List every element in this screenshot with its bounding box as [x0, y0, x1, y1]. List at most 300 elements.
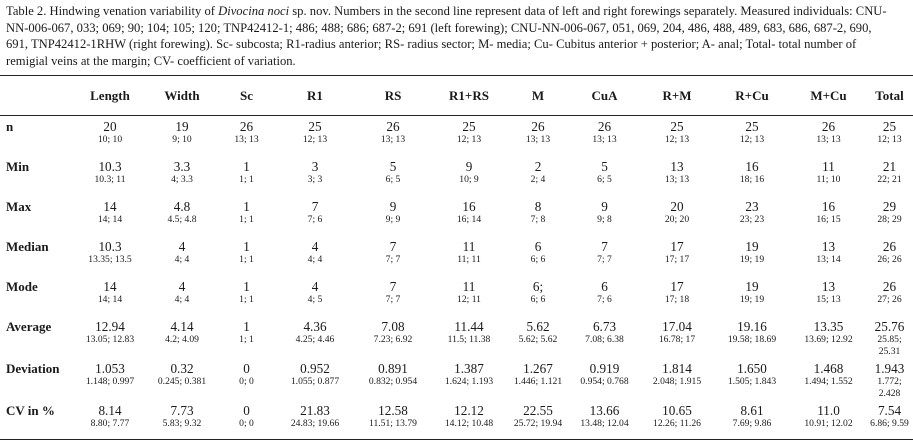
cell-left-right: 4; 4 — [174, 253, 190, 265]
cell-value: 11.0 — [817, 402, 840, 418]
cell-value: 1 — [243, 158, 250, 174]
table-cell — [274, 196, 356, 236]
cell-value: 13 — [821, 278, 836, 294]
table-cell — [356, 358, 430, 400]
cell-value: 17 — [670, 238, 684, 254]
cell-left-right: 9; 9 — [385, 213, 401, 225]
table-cell — [508, 400, 568, 440]
cell-value: 2 — [534, 158, 542, 174]
cell-value: 3 — [311, 158, 319, 174]
table-row — [0, 276, 913, 316]
cell-value: 20 — [670, 198, 684, 214]
cell-value: 23 — [745, 198, 759, 214]
cell-value: 25.76 — [874, 318, 905, 334]
cell-value: 7 — [389, 238, 397, 254]
cell-left-right: 17; 17 — [664, 253, 690, 265]
table-cell — [430, 116, 508, 156]
cell-value: 19 — [745, 278, 759, 294]
cell-left-right: 12.26; 11.26 — [653, 417, 701, 429]
cell-value: 11 — [462, 278, 476, 294]
cell-value: 16 — [462, 198, 476, 214]
table-cell — [713, 196, 791, 236]
cell-left-right: 1.505; 1.843 — [727, 375, 777, 387]
cell-left-right: 15; 13 — [816, 293, 841, 305]
table-cell — [568, 358, 641, 400]
table-cell — [75, 236, 145, 276]
cell-value: 0.919 — [589, 360, 620, 376]
cell-left-right: 12; 13 — [456, 134, 482, 145]
table-cell — [219, 156, 274, 196]
cell-value: 26 — [882, 238, 897, 254]
cell-left-right: 6; 5 — [597, 173, 612, 185]
row-label: n — [6, 119, 14, 134]
table-cell — [568, 276, 641, 316]
column-header: CuA — [568, 76, 641, 116]
table-cell — [356, 196, 430, 236]
cell-left-right: 13.48; 12.04 — [580, 417, 629, 429]
cell-left-right: 12; 11 — [457, 293, 481, 305]
cell-left-right: 10.3; 11 — [94, 173, 126, 185]
venation-table — [0, 75, 913, 440]
cell-left-right: 7; 6 — [307, 213, 323, 225]
cell-left-right: 10; 10 — [97, 134, 123, 145]
cell-left-right: 13; 13 — [816, 134, 841, 145]
cell-value: 9 — [389, 198, 397, 214]
cell-value: 16 — [821, 198, 836, 214]
cell-left-right: 11.5; 11.38 — [447, 333, 491, 345]
table-caption — [6, 3, 888, 69]
cell-left-right: 12; 13 — [664, 134, 690, 145]
table-cell — [274, 400, 356, 440]
cell-left-right: 7; 7 — [597, 253, 612, 265]
cell-left-right: 1; 1 — [239, 333, 254, 345]
table-cell — [75, 276, 145, 316]
cell-left-right: 7; 6 — [597, 293, 612, 305]
table-cell — [568, 316, 641, 358]
table-row — [0, 400, 913, 440]
cell-left-right: 28; 29 — [877, 213, 902, 225]
table-cell — [568, 156, 641, 196]
cell-left-right: 1.148; 0.997 — [85, 375, 135, 387]
table-cell — [430, 156, 508, 196]
caption-text-start: Table 2. Hindwing venation variability of — [6, 4, 219, 18]
cell-left-right: 14.12; 10.48 — [444, 417, 494, 429]
cell-value: 13.35 — [813, 318, 844, 334]
table-cell — [866, 316, 913, 358]
cell-value: 1 — [243, 318, 250, 334]
cell-value: 8.61 — [740, 402, 764, 418]
cell-left-right: 7; 7 — [385, 253, 401, 265]
cell-left-right: 0.832; 0.954 — [368, 375, 418, 387]
cell-left-right: 4; 5 — [307, 293, 323, 305]
cell-left-right: 4; 4 — [307, 253, 323, 265]
cell-left-right: 24.83; 19.66 — [290, 417, 340, 429]
cell-left-right: 22; 21 — [877, 173, 902, 185]
cell-left-right: 1.494; 1.552 — [804, 375, 853, 387]
table-row — [0, 316, 913, 358]
cell-left-right: 7.23; 6.92 — [373, 333, 413, 345]
cell-left-right: 4.25; 4.46 — [295, 333, 335, 345]
table-cell — [866, 116, 913, 156]
table-cell — [219, 400, 274, 440]
table-cell — [75, 358, 145, 400]
cell-left-right: 20; 20 — [664, 213, 690, 225]
cell-value: 25 — [670, 119, 684, 134]
cell-value: 29 — [882, 198, 897, 214]
cell-value: 1.814 — [662, 360, 692, 376]
cell-left-right: 16; 14 — [456, 213, 482, 225]
table-cell — [508, 116, 568, 156]
cell-left-right: 11; 10 — [816, 173, 841, 185]
table-cell — [75, 196, 145, 236]
cell-left-right: 4.5; 4.8 — [167, 213, 197, 225]
table-row — [0, 196, 913, 236]
cell-value: 1 — [243, 238, 250, 254]
table-cell — [713, 358, 791, 400]
table-cell — [568, 116, 641, 156]
column-header: Length — [75, 76, 145, 116]
table-cell — [866, 358, 913, 400]
table-cell — [75, 316, 145, 358]
row-label: Max — [6, 198, 32, 214]
table-cell — [508, 236, 568, 276]
cell-value: 7 — [389, 278, 397, 294]
cell-value: 0 — [243, 402, 250, 418]
cell-value: 12.94 — [95, 318, 125, 334]
cell-value: 25 — [745, 119, 759, 134]
cell-value: 21 — [882, 158, 897, 174]
cell-value: 25 — [882, 119, 897, 134]
cell-left-right: 16.78; 17 — [658, 333, 696, 345]
cell-value: 7.08 — [381, 318, 405, 334]
cell-value: 26 — [882, 278, 897, 294]
cell-value: 12.12 — [454, 402, 484, 418]
table-cell — [866, 196, 913, 236]
table-cell — [866, 400, 913, 440]
cell-value: 5.62 — [526, 318, 550, 334]
table-cell — [508, 276, 568, 316]
table-cell — [356, 116, 430, 156]
cell-left-right: 1.772; 2.428 — [877, 375, 902, 399]
table-cell — [356, 316, 430, 358]
cell-value: 11 — [462, 238, 476, 254]
cell-left-right: 7; 7 — [385, 293, 401, 305]
table-cell — [356, 400, 430, 440]
header-row — [0, 76, 913, 116]
cell-left-right: 11.51; 13.79 — [369, 417, 417, 429]
table-cell — [274, 316, 356, 358]
cell-left-right: 5.83; 9.32 — [162, 417, 202, 429]
cell-value: 4.8 — [173, 198, 191, 214]
cell-left-right: 14; 14 — [97, 293, 123, 305]
cell-left-right: 7.08; 6.38 — [585, 333, 624, 345]
cell-value: 9 — [465, 158, 473, 174]
row-label: Median — [6, 238, 49, 254]
cell-left-right: 13; 13 — [664, 173, 690, 185]
cell-left-right: 4; 4 — [174, 293, 190, 305]
cell-value: 7.73 — [170, 402, 194, 418]
table-row — [0, 358, 913, 400]
cell-left-right: 5.62; 5.62 — [518, 333, 558, 345]
cell-left-right: 23; 23 — [739, 213, 765, 225]
column-header: Total — [866, 76, 913, 116]
table-cell — [430, 276, 508, 316]
cell-left-right: 4; 3.3 — [171, 173, 193, 185]
table-cell — [356, 276, 430, 316]
column-header: R1 — [274, 76, 356, 116]
table-cell — [219, 358, 274, 400]
table-cell — [274, 358, 356, 400]
cell-value: 1.053 — [95, 360, 125, 376]
cell-left-right: 19; 19 — [739, 253, 765, 265]
cell-value: 0 — [243, 360, 250, 376]
cell-value: 13 — [821, 238, 836, 254]
cell-left-right: 1; 1 — [239, 173, 254, 185]
cell-value: 17.04 — [662, 318, 692, 334]
table-cell — [713, 276, 791, 316]
cell-value: 26 — [597, 119, 612, 134]
table-cell — [866, 156, 913, 196]
cell-value: 19 — [745, 238, 759, 254]
cell-value: 7 — [601, 238, 608, 254]
cell-left-right: 25.85; 25.31 — [877, 333, 902, 357]
table-cell — [75, 116, 145, 156]
cell-value: 19 — [175, 119, 189, 134]
cell-left-right: 25.72; 19.94 — [513, 417, 563, 429]
table-cell — [508, 196, 568, 236]
cell-value: 17 — [670, 278, 684, 294]
table-cell — [791, 358, 866, 400]
cell-left-right: 17; 18 — [664, 293, 690, 305]
table-cell — [274, 236, 356, 276]
cell-value: 20 — [103, 119, 117, 134]
row-label: Average — [6, 318, 52, 334]
table-cell — [508, 156, 568, 196]
cell-left-right: 1; 1 — [239, 253, 254, 265]
cell-value: 22.55 — [523, 402, 553, 418]
table-cell — [219, 116, 274, 156]
table-cell — [641, 358, 713, 400]
cell-left-right: 13.35; 13.5 — [88, 253, 132, 265]
table-cell — [713, 116, 791, 156]
column-header: R1+RS — [430, 76, 508, 116]
cell-value: 26 — [386, 119, 400, 134]
cell-left-right: 6; 5 — [385, 173, 401, 185]
cell-value: 0.32 — [170, 360, 194, 376]
cell-left-right: 26; 26 — [877, 253, 902, 265]
cell-value: 9 — [601, 198, 608, 214]
table-cell — [356, 236, 430, 276]
table-cell — [791, 276, 866, 316]
column-header: RS — [356, 76, 430, 116]
table-cell — [430, 400, 508, 440]
column-header: Sc — [219, 76, 274, 116]
table-cell — [641, 116, 713, 156]
table-cell — [145, 236, 219, 276]
cell-left-right: 0.245; 0.381 — [157, 375, 207, 387]
table-cell — [568, 196, 641, 236]
table-cell — [274, 276, 356, 316]
species-name: Divocina noci — [218, 4, 290, 18]
table-cell — [145, 358, 219, 400]
table-cell — [430, 316, 508, 358]
table-cell — [791, 196, 866, 236]
cell-value: 6; — [532, 278, 544, 294]
cell-value: 12.58 — [378, 402, 408, 418]
column-header: R+Cu — [713, 76, 791, 116]
cell-value: 25 — [462, 119, 476, 134]
cell-left-right: 4.2; 4.09 — [165, 333, 199, 345]
cell-value: 11.44 — [454, 318, 484, 334]
cell-left-right: 14; 14 — [97, 213, 123, 225]
cell-value: 1.267 — [523, 360, 553, 376]
cell-value: 13.66 — [589, 402, 620, 418]
column-header: R+M — [641, 76, 713, 116]
cell-left-right: 13; 13 — [234, 134, 259, 145]
caption-text-rest: sp. nov. Numbers in the second line represent data of left and right forewings separately. Measured individuals: CNU-NN-006-067, 033; 069; 90; 104; 105; 120; TNP42412-1; 486; 488; 686; 687-2; 691 (left forewing); CNU-NN-006-067, 051, 069, 204, 486, 488, 489, 683, 686, 687-2, 690, 691, TNP42412-1RHW (right forewing). Sc- subcosta; R1-radius anterior; RS- radius sector; M- media; Cu- Cubitus anterior + posterior; A- anal; Total- total number of remigial veins at the margin; CV- coefficient of variation. — [6, 4, 887, 68]
table-cell — [866, 236, 913, 276]
row-label: Min — [6, 158, 30, 174]
table-cell — [791, 116, 866, 156]
cell-value: 10.3 — [98, 238, 122, 254]
cell-value: 1 — [243, 198, 250, 214]
table-cell — [219, 276, 274, 316]
cell-value: 25 — [308, 119, 322, 134]
cell-value: 14 — [103, 198, 117, 214]
cell-left-right: 0; 0 — [239, 417, 254, 429]
cell-value: 19.16 — [737, 318, 767, 334]
column-header: Width — [145, 76, 219, 116]
cell-value: 7 — [311, 198, 319, 214]
cell-left-right: 0; 0 — [239, 375, 254, 387]
table-cell — [791, 316, 866, 358]
cell-value: 4 — [178, 278, 186, 294]
table-cell — [791, 400, 866, 440]
cell-value: 14 — [103, 278, 117, 294]
cell-left-right: 12; 13 — [877, 134, 902, 145]
table-cell — [145, 276, 219, 316]
table-row — [0, 156, 913, 196]
cell-value: 3.3 — [173, 158, 191, 174]
cell-value: 26 — [821, 119, 836, 134]
cell-left-right: 10.91; 12.02 — [804, 417, 853, 429]
cell-left-right: 27; 26 — [877, 293, 902, 305]
cell-value: 1.468 — [813, 360, 844, 376]
table-cell — [713, 316, 791, 358]
cell-left-right: 1; 1 — [239, 293, 254, 305]
cell-value: 4 — [311, 238, 319, 254]
cell-left-right: 9; 10 — [172, 134, 192, 145]
cell-left-right: 3; 3 — [307, 173, 323, 185]
table-cell — [145, 116, 219, 156]
cell-left-right: 13; 13 — [380, 134, 406, 145]
cell-left-right: 0.954; 0.768 — [580, 375, 629, 387]
table-cell — [145, 156, 219, 196]
cell-value: 13 — [670, 158, 684, 174]
table-cell — [641, 196, 713, 236]
cell-value: 10.3 — [98, 158, 122, 174]
cell-value: 8.14 — [98, 402, 122, 418]
table-cell — [508, 316, 568, 358]
table-cell — [145, 196, 219, 236]
cell-left-right: 13.69; 12.92 — [804, 333, 853, 345]
cell-left-right: 12; 13 — [739, 134, 765, 145]
cell-value: 11 — [822, 158, 835, 174]
cell-value: 0.952 — [300, 360, 330, 376]
cell-left-right: 7.69; 9.86 — [732, 417, 772, 429]
cell-value: 10.65 — [662, 402, 692, 418]
table-cell — [713, 236, 791, 276]
cell-value: 4 — [178, 238, 186, 254]
table-cell — [866, 276, 913, 316]
cell-value: 26 — [531, 119, 545, 134]
cell-left-right: 1; 1 — [239, 213, 254, 225]
cell-left-right: 16; 15 — [816, 213, 841, 225]
cell-value: 5 — [601, 158, 608, 174]
table-cell — [274, 156, 356, 196]
cell-value: 4.36 — [303, 318, 327, 334]
table-cell — [508, 358, 568, 400]
header-blank — [0, 76, 75, 116]
cell-value: 4.14 — [170, 318, 194, 334]
table-cell — [791, 156, 866, 196]
cell-left-right: 18; 16 — [739, 173, 765, 185]
table-cell — [219, 316, 274, 358]
cell-left-right: 9; 8 — [597, 213, 612, 225]
cell-left-right: 6.86; 9.59 — [870, 417, 909, 429]
column-header: M — [508, 76, 568, 116]
row-label: CV in % — [0, 400, 75, 440]
table-cell — [568, 236, 641, 276]
cell-left-right: 2; 4 — [530, 173, 546, 185]
cell-value: 8 — [534, 198, 542, 214]
cell-left-right: 19; 19 — [739, 293, 765, 305]
row-label: Deviation — [6, 360, 60, 376]
cell-value: 1.650 — [737, 360, 767, 376]
cell-value: 21.83 — [300, 402, 330, 418]
cell-value: 7.54 — [877, 402, 902, 418]
cell-left-right: 10; 9 — [459, 173, 479, 185]
cell-left-right: 8.80; 7.77 — [90, 417, 130, 429]
cell-value: 26 — [239, 119, 254, 134]
table-body — [0, 116, 913, 440]
table-cell — [356, 156, 430, 196]
cell-value: 6 — [534, 238, 542, 254]
cell-left-right: 13.05; 12.83 — [85, 333, 135, 345]
table-cell — [145, 400, 219, 440]
table-cell — [641, 400, 713, 440]
cell-left-right: 1.055; 0.877 — [290, 375, 340, 387]
table-row — [0, 116, 913, 156]
table-cell — [791, 236, 866, 276]
table-cell — [713, 400, 791, 440]
table-cell — [430, 358, 508, 400]
cell-left-right: 1.446; 1.121 — [513, 375, 563, 387]
cell-value: 6.73 — [592, 318, 617, 334]
table-cell — [75, 156, 145, 196]
cell-left-right: 13; 13 — [525, 134, 551, 145]
cell-left-right: 11; 11 — [457, 253, 481, 265]
table-cell — [430, 236, 508, 276]
cell-left-right: 7; 8 — [530, 213, 546, 225]
cell-value: 5 — [389, 158, 397, 174]
cell-left-right: 12; 13 — [302, 134, 328, 145]
column-header: M+Cu — [791, 76, 866, 116]
cell-value: 6 — [601, 278, 608, 294]
cell-value: 16 — [745, 158, 759, 174]
table-cell — [713, 156, 791, 196]
cell-value: 1 — [243, 278, 250, 294]
